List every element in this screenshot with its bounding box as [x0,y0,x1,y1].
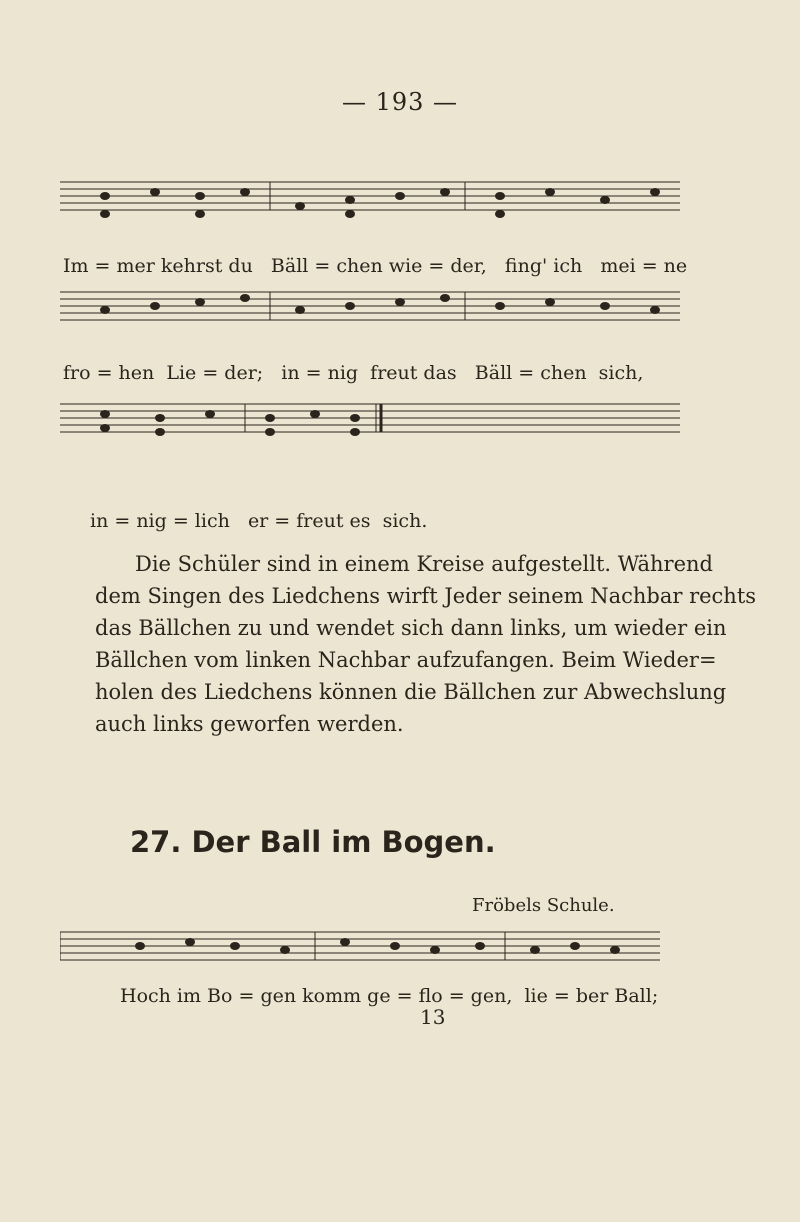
paragraph-line: das Bällchen zu und wendet sich dann links, um wieder ein [95,616,727,640]
section-heading: 27. Der Ball im Bogen. [130,825,496,859]
paragraph-line: holen des Liedchens können die Bällchen zur Abwechslung [95,680,727,704]
music-staff-2 [60,280,680,340]
paragraph-line: Die Schüler sind in einem Kreise aufgestellt. Während [135,552,713,576]
paragraph-line: auch links geworfen werden. [95,712,404,736]
music-staff-1 [60,170,680,230]
music-staff-3 [60,392,680,452]
lyrics-line-1: Im = mer kehrst du Bäll = chen wie = der, fing' ich mei = ne [63,255,688,277]
signature-mark: 13 [420,1005,446,1029]
lyrics-line-2: fro = hen Lie = der; in = nig freut das Bäll = chen sich, [63,362,644,384]
lyrics-line-3: in = nig = lich er = freut es sich. [90,510,428,532]
paragraph-line: Bällchen vom linken Nachbar aufzufangen. Beim Wieder= [95,648,717,672]
lyrics-line-4: Hoch im Bo = gen komm ge = flo = gen, lie = ber Ball; [120,985,659,1007]
instructions-paragraph [95,548,757,740]
paragraph-line: dem Singen des Liedchens wirft Jeder seinem Nachbar rechts [95,584,757,608]
music-staff-4 [60,920,660,980]
page-number: — 193 — [341,88,459,116]
source-attribution: Fröbels Schule. [472,895,615,916]
